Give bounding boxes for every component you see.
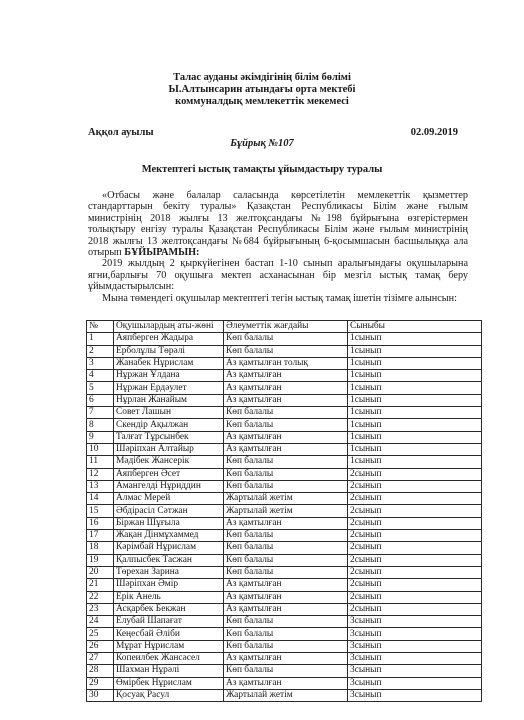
cell-social-status: Көп балалы	[224, 665, 348, 677]
cell-student-name: Талғат Тұрсынбек	[114, 431, 224, 443]
cell-social-status: Көп балалы	[224, 468, 348, 480]
table-header-row	[87, 321, 482, 333]
cell-student-name: Копеилбек Жансәсел	[114, 653, 224, 665]
cell-student-name: Ерік Анель	[114, 591, 224, 603]
cell-grade: 2сынып	[348, 530, 482, 542]
place-label: Аққол ауылы	[88, 127, 154, 138]
cell-student-name: Алмас Мерей	[114, 493, 224, 505]
cell-social-status: Көп балалы	[224, 628, 348, 640]
table-row	[87, 382, 482, 394]
cell-social-status: Көп балалы	[224, 542, 348, 554]
cell-student-name: Өмірбек Нұрислам	[114, 677, 224, 689]
table-row	[87, 443, 482, 455]
table-row	[87, 530, 482, 542]
cell-number: 3	[87, 357, 114, 369]
cell-social-status: Аз қамтылған	[224, 431, 348, 443]
table-row	[87, 370, 482, 382]
cell-student-name: Шәріпхан Әмір	[114, 579, 224, 591]
cell-social-status: Жартылай жетім	[224, 493, 348, 505]
table-row	[87, 616, 482, 628]
cell-number: 4	[87, 370, 114, 382]
header-line-department: Талас ауданы әкімдігінің білім бөлімі	[173, 72, 351, 83]
header-student-name: Оқушылардың аты-жөні	[114, 321, 224, 333]
cell-grade: 1сынып	[348, 394, 482, 406]
document-header	[0, 72, 524, 108]
cell-student-name: Совет Лашын	[114, 407, 224, 419]
cell-number: 8	[87, 419, 114, 431]
cell-number: 28	[87, 665, 114, 677]
table-row	[87, 419, 482, 431]
table-row	[87, 665, 482, 677]
cell-social-status: Көп балалы	[224, 345, 348, 357]
cell-social-status: Көп балалы	[224, 456, 348, 468]
cell-social-status: Көп балалы	[224, 530, 348, 542]
students-table	[86, 320, 482, 702]
cell-social-status: Көп балалы	[224, 566, 348, 578]
cell-student-name: Нұрлан Жанайым	[114, 394, 224, 406]
table-row	[87, 554, 482, 566]
cell-number: 14	[87, 493, 114, 505]
table-row	[87, 579, 482, 591]
cell-grade: 1сынып	[348, 345, 482, 357]
cell-social-status: Аз қамтылған	[224, 370, 348, 382]
cell-number: 21	[87, 579, 114, 591]
cell-social-status: Аз қамтылған	[224, 603, 348, 615]
cell-grade: 2сынып	[348, 554, 482, 566]
cell-student-name: Шәріпхан Алтайыр	[114, 443, 224, 455]
cell-number: 13	[87, 480, 114, 492]
table-row	[87, 505, 482, 517]
cell-number: 10	[87, 443, 114, 455]
cell-social-status: Көп балалы	[224, 480, 348, 492]
body-paragraph-directive: 2019 жылдың 2 қыркүйегінен бастап 1-10 сынып аралығындағы оқушыларына ягни,барлығы 70 оқушыға мектеп асханасынан бір мезгіл ыстық тамақ беру ұйымдастырылсын:	[88, 258, 468, 293]
cell-grade: 2сынып	[348, 480, 482, 492]
header-grade: Сыныбы	[348, 321, 482, 333]
cell-number: 25	[87, 628, 114, 640]
body-paragraph-basis	[88, 190, 468, 258]
cell-student-name: Жақан Дінмұхаммед	[114, 530, 224, 542]
cell-number: 12	[87, 468, 114, 480]
cell-grade: 2сынып	[348, 493, 482, 505]
cell-social-status: Аз қамтылған	[224, 382, 348, 394]
table-row	[87, 689, 482, 701]
cell-student-name: Жанабек Нұрислам	[114, 357, 224, 369]
cell-number: 24	[87, 616, 114, 628]
table-row	[87, 591, 482, 603]
table-row	[87, 394, 482, 406]
cell-student-name: Аяпберген Жадыра	[114, 333, 224, 345]
header-social-status: Әлеуметтік жағдайы	[224, 321, 348, 333]
table-row	[87, 566, 482, 578]
cell-social-status: Көп балалы	[224, 640, 348, 652]
order-body	[88, 190, 468, 293]
basis-text: «Отбасы және балалар саласында көрсетілетін мемлекеттік қызметтер стандарттарын бекіту туралы» Қазақстан Республикасы Білім және ғылым министрінің 2018 жылғы 13 желтоқсандағы №198 бұйрығына өзгерістермен толықтыру енгізу туралы Қазақстан Республикасы Білім және ғылым министрінің 2018 жылғы 13 желтоқсандағы №684 бұйрығының 6-қосымшасын басшылыққа ала отырып	[88, 190, 468, 259]
cell-number: 18	[87, 542, 114, 554]
table-row	[87, 640, 482, 652]
cell-number: 7	[87, 407, 114, 419]
cell-grade: 1сынып	[348, 443, 482, 455]
cell-grade: 1сынып	[348, 370, 482, 382]
cell-number: 11	[87, 456, 114, 468]
cell-number: 23	[87, 603, 114, 615]
table-row	[87, 653, 482, 665]
order-number: Бұйрық №107	[230, 138, 294, 149]
table-row	[87, 493, 482, 505]
cell-social-status: Аз қамтылған	[224, 394, 348, 406]
cell-grade: 1сынып	[348, 419, 482, 431]
cell-grade: 3сынып	[348, 628, 482, 640]
cell-student-name: Мұрат Нұрислам	[114, 640, 224, 652]
cell-student-name: Шахман Нұрәлі	[114, 665, 224, 677]
cell-grade: 2сынып	[348, 542, 482, 554]
table-row	[87, 480, 482, 492]
cell-grade: 1сынып	[348, 333, 482, 345]
cell-number: 2	[87, 345, 114, 357]
table-row	[87, 542, 482, 554]
cell-social-status: Аз қамтылған толық	[224, 357, 348, 369]
cell-social-status: Көп балалы	[224, 333, 348, 345]
cell-social-status: Көп балалы	[224, 419, 348, 431]
cell-social-status: Аз қамтылған	[224, 591, 348, 603]
table-row	[87, 431, 482, 443]
cell-student-name: Амангелді Нұриддин	[114, 480, 224, 492]
cell-grade: 3сынып	[348, 616, 482, 628]
cell-student-name: Мәдібек Жансерік	[114, 456, 224, 468]
cell-student-name: Қалпысбек Тасжан	[114, 554, 224, 566]
cell-grade: 3сынып	[348, 665, 482, 677]
cell-grade: 2сынып	[348, 603, 482, 615]
cell-number: 5	[87, 382, 114, 394]
cell-social-status: Аз қамтылған	[224, 579, 348, 591]
table-row	[87, 517, 482, 529]
header-number: №	[87, 321, 114, 333]
cell-number: 26	[87, 640, 114, 652]
cell-number: 22	[87, 591, 114, 603]
cell-social-status: Аз қамтылған	[224, 443, 348, 455]
cell-grade: 1сынып	[348, 357, 482, 369]
cell-grade: 2сынып	[348, 566, 482, 578]
table-body	[87, 333, 482, 702]
cell-number: 17	[87, 530, 114, 542]
order-subject: Мектептегі ыстық тамақты ұйымдастыру туралы	[141, 164, 383, 175]
cell-student-name: Кеңесбай Әліби	[114, 628, 224, 640]
cell-grade: 1сынып	[348, 382, 482, 394]
cell-student-name: Төрехан Зарина	[114, 566, 224, 578]
cell-grade: 2сынып	[348, 517, 482, 529]
cell-social-status: Аз қамтылған	[224, 653, 348, 665]
cell-number: 29	[87, 677, 114, 689]
cell-student-name: Нұржан Ердәулет	[114, 382, 224, 394]
cell-number: 16	[87, 517, 114, 529]
cell-student-name: Нұржан Ұлдана	[114, 370, 224, 382]
list-intro: Мына төмендегі оқушылар мектептегі тегін ыстық тамақ ішетін тізімге алынсын:	[102, 293, 457, 304]
cell-social-status: Көп балалы	[224, 407, 348, 419]
cell-number: 19	[87, 554, 114, 566]
cell-student-name: Аяпберген Әсет	[114, 468, 224, 480]
cell-number: 30	[87, 689, 114, 701]
cell-grade: 3сынып	[348, 653, 482, 665]
cell-social-status: Аз қамтылған	[224, 677, 348, 689]
cell-student-name: Қосуақ Расул	[114, 689, 224, 701]
cell-grade: 2сынып	[348, 468, 482, 480]
header-line-institution: коммуналдық мемлекеттік мекемесі	[175, 96, 349, 107]
header-line-school: Ы.Алтынсарин атындағы орта мектебі	[168, 84, 356, 95]
cell-social-status: Жартылай жетім	[224, 505, 348, 517]
cell-student-name: Асқарбек Бекжан	[114, 603, 224, 615]
cell-grade: 1сынып	[348, 456, 482, 468]
cell-grade: 3сынып	[348, 689, 482, 701]
cell-grade: 3сынып	[348, 640, 482, 652]
cell-number: 1	[87, 333, 114, 345]
cell-number: 20	[87, 566, 114, 578]
cell-social-status: Жартылай жетім	[224, 689, 348, 701]
cell-student-name: Елубай Шапағат	[114, 616, 224, 628]
date-label: 02.09.2019	[410, 127, 458, 138]
table-row	[87, 628, 482, 640]
table-row	[87, 456, 482, 468]
cell-number: 6	[87, 394, 114, 406]
cell-social-status: Аз қамтылған	[224, 517, 348, 529]
cell-student-name: Әбдірасіл Сәтжан	[114, 505, 224, 517]
cell-number: 9	[87, 431, 114, 443]
table-row	[87, 468, 482, 480]
cell-student-name: Скендір Ақылжан	[114, 419, 224, 431]
cell-grade: 1сынып	[348, 407, 482, 419]
decree-word: БҰЙЫРАМЫН:	[124, 247, 200, 259]
cell-social-status: Көп балалы	[224, 554, 348, 566]
table-row	[87, 333, 482, 345]
table-row	[87, 357, 482, 369]
cell-student-name: Кәрімбай Нұрислам	[114, 542, 224, 554]
cell-grade: 2сынып	[348, 505, 482, 517]
cell-grade: 2сынып	[348, 579, 482, 591]
table-row	[87, 407, 482, 419]
cell-student-name: Ерболұлы Төрәлі	[114, 345, 224, 357]
cell-grade: 1сынып	[348, 431, 482, 443]
cell-student-name: Біржан Шұғыла	[114, 517, 224, 529]
table-row	[87, 345, 482, 357]
cell-number: 27	[87, 653, 114, 665]
table-row	[87, 677, 482, 689]
table-row	[87, 603, 482, 615]
cell-grade: 3сынып	[348, 677, 482, 689]
cell-grade: 2сынып	[348, 591, 482, 603]
cell-number: 15	[87, 505, 114, 517]
cell-social-status: Көп балалы	[224, 616, 348, 628]
